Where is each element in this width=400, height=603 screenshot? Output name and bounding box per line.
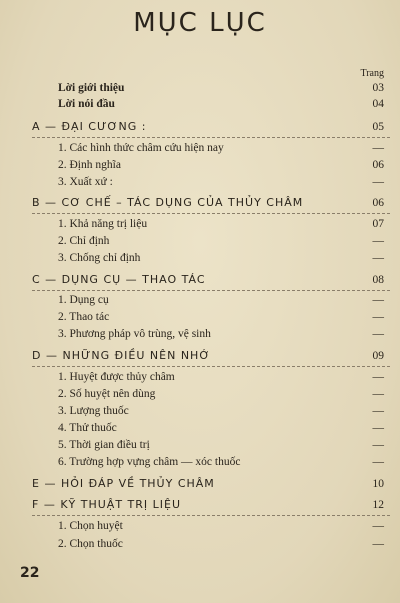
toc-section: [0, 348, 400, 364]
toc-entry: [0, 250, 400, 266]
toc-entry: [0, 437, 400, 453]
toc-entry-page: —: [372, 422, 384, 434]
toc-entry: [0, 369, 400, 385]
toc-section-heading: F — KỸ THUẬT TRỊ LIỆU: [32, 498, 182, 511]
toc-entry-page: —: [372, 439, 384, 451]
toc-entry-page: —: [372, 142, 384, 154]
toc-entry-label: 2. Số huyệt nên dùng: [58, 388, 156, 400]
toc-entry-page: —: [372, 371, 384, 383]
toc-entry: [0, 292, 400, 308]
page-column-header: Trang: [360, 68, 384, 79]
toc-entry-page: —: [372, 294, 384, 306]
toc-entry: [0, 326, 400, 342]
toc-section-page: 09: [372, 350, 384, 362]
toc-entry: [0, 157, 400, 173]
toc-entry: [0, 309, 400, 325]
toc-entry-label: 6. Trường hợp vựng châm — xóc thuốc: [58, 456, 241, 468]
toc-section: [0, 119, 400, 135]
toc-entry: [0, 96, 400, 112]
section-divider: [32, 213, 390, 214]
toc-section-heading: D — NHỮNG ĐIỀU NÊN NHỚ: [32, 349, 211, 362]
toc-entry-page: 06: [372, 159, 384, 171]
toc-entry: [0, 536, 400, 552]
toc-section-page: 05: [372, 121, 384, 133]
toc-entry-label: 2. Chỉ định: [58, 235, 110, 247]
toc-entry: [0, 420, 400, 436]
section-divider: [32, 366, 390, 367]
toc-section-page: 06: [372, 197, 384, 209]
toc-section-page: 10: [372, 478, 384, 490]
toc-section-heading: B — CƠ CHẾ – TÁC DỤNG CỦA THỦY CHÂM: [32, 196, 304, 209]
toc-entry: [0, 140, 400, 156]
toc-entry-label: 1. Các hình thức châm cứu hiện nay: [58, 142, 224, 154]
toc-entry-label: 1. Huyệt được thủy châm: [58, 371, 175, 383]
toc-entry-label: 3. Phương pháp vô trùng, vệ sinh: [58, 328, 211, 340]
toc-entry-label: 1. Dụng cụ: [58, 294, 109, 306]
section-divider: [32, 137, 390, 138]
toc-entry-label: 4. Thử thuốc: [58, 422, 117, 434]
toc-entry-page: —: [372, 176, 384, 188]
toc-section-page: 12: [372, 499, 384, 511]
toc-entry-page: 03: [372, 82, 384, 94]
toc-section: [0, 195, 400, 211]
toc-entry: [0, 454, 400, 470]
toc-entry-page: —: [372, 311, 384, 323]
toc-entry: [0, 174, 400, 190]
toc-entry-page: —: [372, 388, 384, 400]
toc-entry: [0, 403, 400, 419]
toc-section-heading: C — DỤNG CỤ — THAO TÁC: [32, 273, 206, 286]
toc-entry-page: —: [372, 538, 384, 550]
toc-entry-label: 1. Chọn huyệt: [58, 520, 123, 532]
toc-section: [0, 476, 400, 492]
toc-entry-label: 2. Thao tác: [58, 311, 110, 323]
toc-entry-page: —: [372, 328, 384, 340]
toc-section-heading: E — HỎI ĐÁP VỀ THỦY CHÂM: [32, 477, 215, 490]
page-title: MỤC LỤC: [133, 8, 267, 38]
toc-entry-page: —: [372, 456, 384, 468]
section-divider: [32, 515, 390, 516]
toc-entry-page: 04: [372, 98, 384, 110]
toc-entry: [0, 80, 400, 96]
toc-section-page: 08: [372, 274, 384, 286]
toc-entry-page: —: [372, 252, 384, 264]
toc-entry-label: 5. Thời gian điều trị: [58, 439, 150, 451]
toc-entry-label: 3. Chống chỉ định: [58, 252, 141, 264]
toc-entry: [0, 518, 400, 534]
toc-entry-page: —: [372, 405, 384, 417]
toc-section-heading: A — ĐẠI CƯƠNG :: [32, 120, 147, 133]
toc-entry-label: 3. Lượng thuốc: [58, 405, 129, 417]
toc-entry-label: Lời giới thiệu: [58, 82, 125, 94]
toc-entry-page: 07: [372, 218, 384, 230]
section-divider: [32, 290, 390, 291]
toc-entry: [0, 233, 400, 249]
toc-entry-label: 3. Xuất xứ :: [58, 176, 113, 188]
page-number: 22: [20, 565, 40, 581]
toc-entry: [0, 216, 400, 232]
toc-entry-page: —: [372, 520, 384, 532]
toc-entry-label: Lời nói đầu: [58, 98, 115, 110]
toc-section: [0, 272, 400, 288]
toc-entry-label: 2. Chọn thuốc: [58, 538, 123, 550]
toc-entry-page: —: [372, 235, 384, 247]
toc-entry-label: 1. Khả năng trị liệu: [58, 218, 148, 230]
toc-entry-label: 2. Định nghĩa: [58, 159, 121, 171]
toc-section: [0, 497, 400, 513]
toc-entry: [0, 386, 400, 402]
